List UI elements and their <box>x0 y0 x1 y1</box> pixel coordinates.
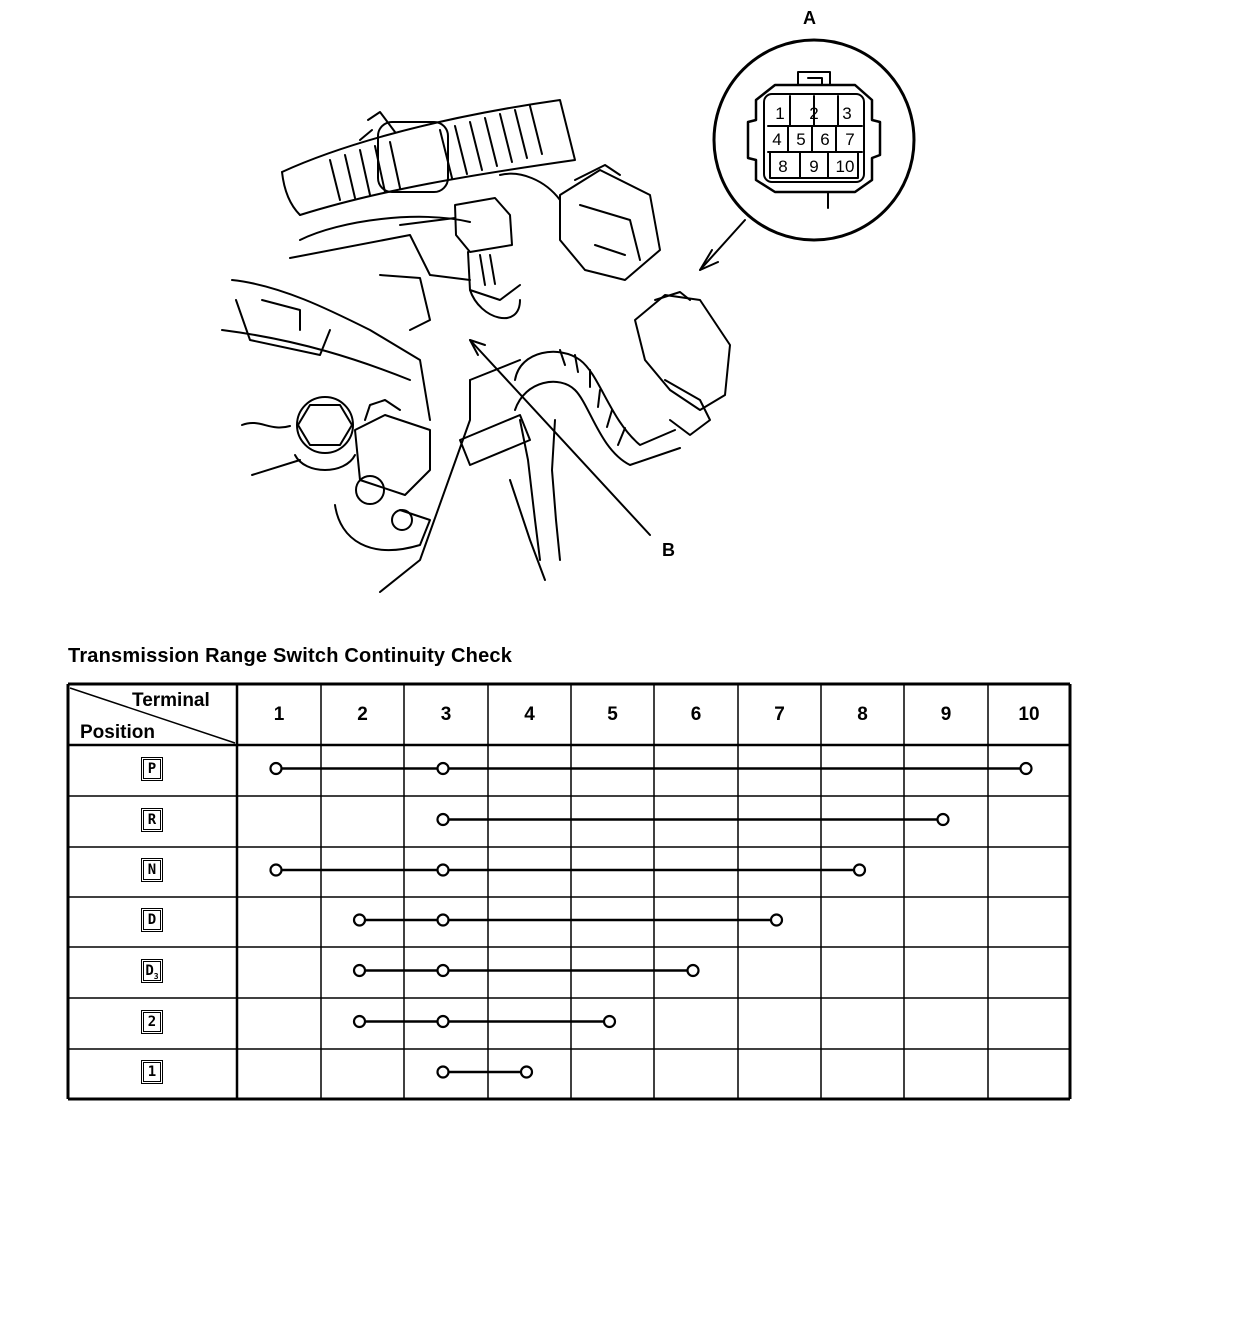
pin-label: 9 <box>809 157 819 176</box>
position-label-d3: $D_3$ <box>143 961 161 981</box>
continuity-dot-p-t3 <box>438 763 449 774</box>
terminal-header-6: 6 <box>690 704 702 725</box>
continuity-dot-1-t4 <box>521 1067 532 1078</box>
terminal-header-5: 5 <box>607 704 618 725</box>
terminal-header-4: 4 <box>524 704 535 725</box>
position-label-2: 2 <box>143 1012 161 1032</box>
continuity-dot-2-t3 <box>438 1016 449 1027</box>
continuity-dot-d-t3 <box>438 915 449 926</box>
continuity-dot-p-t1 <box>271 763 282 774</box>
continuity-dot-d-t7 <box>771 915 782 926</box>
pin-label: 6 <box>820 130 830 149</box>
continuity-dot-n-t1 <box>271 865 282 876</box>
pin-label: 2 <box>809 104 819 123</box>
continuity-dot-p-t10 <box>1021 763 1032 774</box>
pin-label: 10 <box>835 157 855 176</box>
pin-label: 5 <box>796 130 806 149</box>
terminal-header-9: 9 <box>940 704 952 725</box>
continuity-dot-n-t8 <box>854 865 865 876</box>
position-label-n: N <box>143 860 161 880</box>
terminal-header-3: 3 <box>440 704 452 725</box>
position-label-p: P <box>143 759 161 779</box>
pin-label: 1 <box>775 104 785 123</box>
terminal-header-7: 7 <box>774 704 785 725</box>
continuity-dot-d-t2 <box>354 915 365 926</box>
continuity-dot-d3-t6 <box>688 965 699 976</box>
pin-label: 4 <box>772 130 782 149</box>
continuity-dot-r-t9 <box>938 814 949 825</box>
continuity-dot-d3-t2 <box>354 965 365 976</box>
terminal-header-1: 1 <box>273 704 285 725</box>
continuity-dot-n-t3 <box>438 865 449 876</box>
table-title: Transmission Range Switch Continuity Check <box>68 645 513 667</box>
position-label-1: 1 <box>143 1062 161 1082</box>
callout-b: B <box>662 540 675 560</box>
pin-label: 7 <box>845 130 855 149</box>
continuity-dot-d3-t3 <box>438 965 449 976</box>
header-terminal: Terminal <box>132 690 210 711</box>
pin-label: 3 <box>842 104 852 123</box>
continuity-dot-2-t5 <box>604 1016 615 1027</box>
position-label-r: R <box>143 810 161 830</box>
terminal-header-2: 2 <box>357 704 368 725</box>
pin-label: 8 <box>778 157 788 176</box>
continuity-dot-r-t3 <box>438 814 449 825</box>
terminal-header-8: 8 <box>857 704 868 725</box>
header-position: Position <box>80 722 155 743</box>
position-label-d: D <box>143 910 161 930</box>
terminal-header-10: 10 <box>1018 704 1040 725</box>
continuity-dot-1-t3 <box>438 1067 449 1078</box>
continuity-dot-2-t2 <box>354 1016 365 1027</box>
callout-a: A <box>803 8 816 28</box>
